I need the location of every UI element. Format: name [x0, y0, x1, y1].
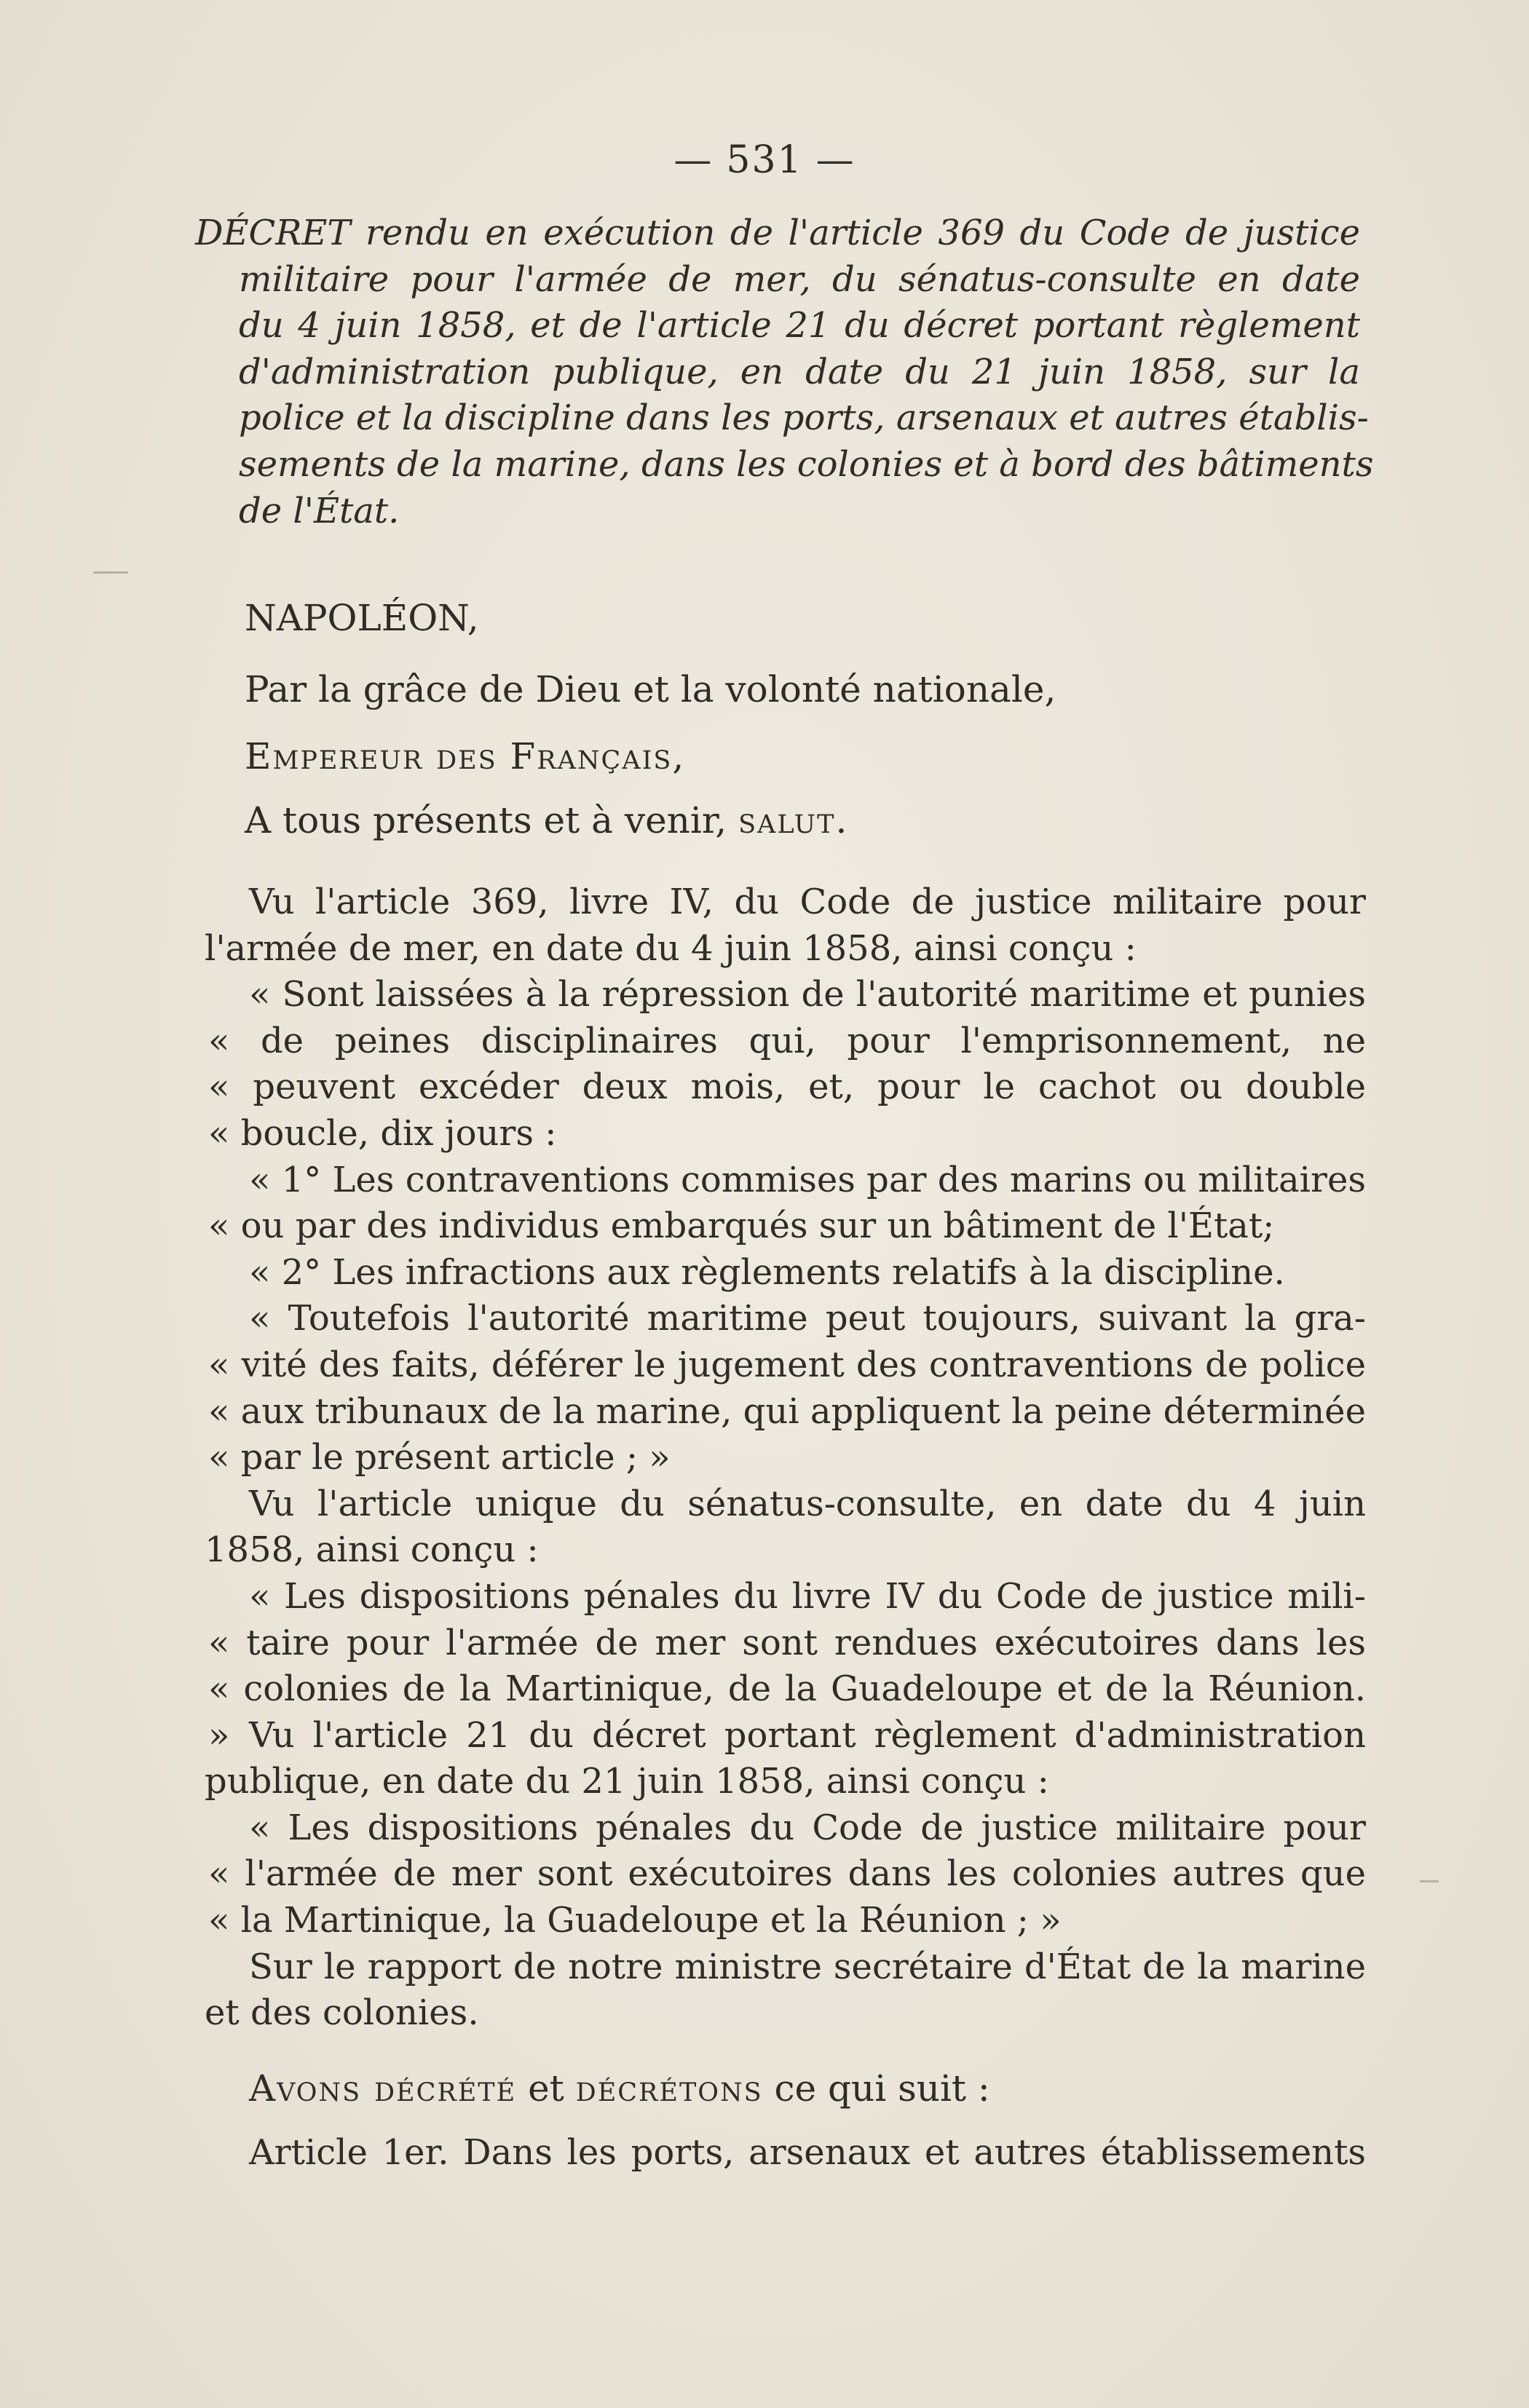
body-line: 1858, ainsi conçu :	[205, 1529, 539, 1571]
body-line: « Sont laissées à la répression de l'autorité maritime et punies	[249, 974, 1366, 1015]
salut-word: salut.	[738, 799, 849, 841]
dash-right: —	[815, 138, 856, 182]
decree-title	[195, 210, 1374, 534]
body-line: « ou par des individus embarqués sur un bâtiment de l'État;	[208, 1205, 1275, 1247]
body-line: Vu l'article unique du sénatus-consulte, en date du 4 juin	[249, 1483, 1366, 1524]
body-line: Vu l'article 21 du décret portant règlement d'administration	[249, 1714, 1366, 1756]
decree-decretons: décrétons	[575, 2067, 763, 2110]
title-line: de l'État.	[239, 490, 400, 531]
body-line: « vité des faits, déférer le jugement des contraventions de police	[208, 1344, 1366, 1385]
grace-line: Par la grâce de Dieu et la volonté nationale,	[245, 668, 1056, 710]
decree-body	[205, 879, 1366, 2037]
title-line: DÉCRET rendu en exécution de l'article 369 du Code de justice	[195, 213, 1360, 253]
body-line: « peuvent excéder deux mois, et, pour le cachot ou double	[208, 1066, 1366, 1108]
body-line: Sur le rapport de notre ministre secrétaire d'État de la marine	[249, 1946, 1366, 1987]
body-line: « colonies de la Martinique, de la Guadeloupe et de la Réunion. »	[208, 1668, 1366, 1756]
title-line: police et la discipline dans les ports, arsenaux et autres établis-	[239, 397, 1369, 439]
title-line: du 4 juin 1858, et de l'article 21 du décret portant règlement	[239, 305, 1360, 346]
margin-rule	[93, 571, 128, 574]
body-line: « la Martinique, la Guadeloupe et la Réunion ; »	[208, 1900, 1062, 1941]
body-line: « 2° Les infractions aux règlements relatifs à la discipline.	[249, 1251, 1285, 1293]
body-line: « Toutefois l'autorité maritime peut toujours, suivant la gra-	[249, 1298, 1366, 1339]
article-line: Article 1er. Dans les ports, arsenaux et autres établissements	[249, 2132, 1366, 2173]
body-line: « de peines disciplinaires qui, pour l'emprisonnement, ne	[208, 1020, 1366, 1061]
dash-left: —	[673, 138, 714, 182]
decree-avons: Avons décrété	[249, 2067, 517, 2110]
body-line: et des colonies.	[205, 1992, 479, 2034]
emperor-name: NAPOLÉON,	[245, 597, 479, 639]
emperor-title: Empereur des Français,	[245, 735, 686, 777]
title-line: d'administration publique, en date du 21 juin 1858, sur la	[239, 351, 1360, 392]
body-line: « Les dispositions pénales du Code de justice militaire pour	[249, 1807, 1366, 1848]
body-line: Vu l'article 369, livre IV, du Code de justice militaire pour	[249, 882, 1366, 922]
body-line: « boucle, dix jours :	[208, 1112, 557, 1154]
body-line: l'armée de mer, en date du 4 juin 1858, ainsi conçu :	[205, 927, 1137, 969]
body-line: « taire pour l'armée de mer sont rendues exécutoires dans les	[208, 1622, 1366, 1663]
salut-prefix: A tous présents et à venir,	[245, 799, 727, 841]
page-number	[0, 138, 1529, 182]
article-start	[249, 2130, 1366, 2177]
title-line: militaire pour l'armée de mer, du sénatus-consulte en date	[239, 258, 1360, 300]
body-line: « 1° Les contraventions commises par des marins ou militaires	[249, 1159, 1366, 1200]
body-line: « l'armée de mer sont exécutoires dans les colonies autres que	[208, 1853, 1366, 1895]
body-line: publique, en date du 21 juin 1858, ainsi conçu :	[205, 1761, 1049, 1802]
title-line: sements de la marine, dans les colonies et à bord des bâtiments	[239, 443, 1374, 485]
decree-formula	[249, 2067, 990, 2110]
page-number-value: 531	[726, 138, 803, 182]
decree-rest: ce qui suit :	[774, 2067, 990, 2110]
margin-rule	[1420, 1880, 1439, 1882]
body-line: « aux tribunaux de la marine, qui appliquent la peine déterminée	[208, 1390, 1366, 1432]
body-line: « par le présent article ; »	[208, 1437, 671, 1478]
body-line: « Les dispositions pénales du livre IV du Code de justice mili-	[249, 1575, 1366, 1617]
salut-line	[245, 799, 848, 841]
decree-et: et	[528, 2067, 564, 2110]
